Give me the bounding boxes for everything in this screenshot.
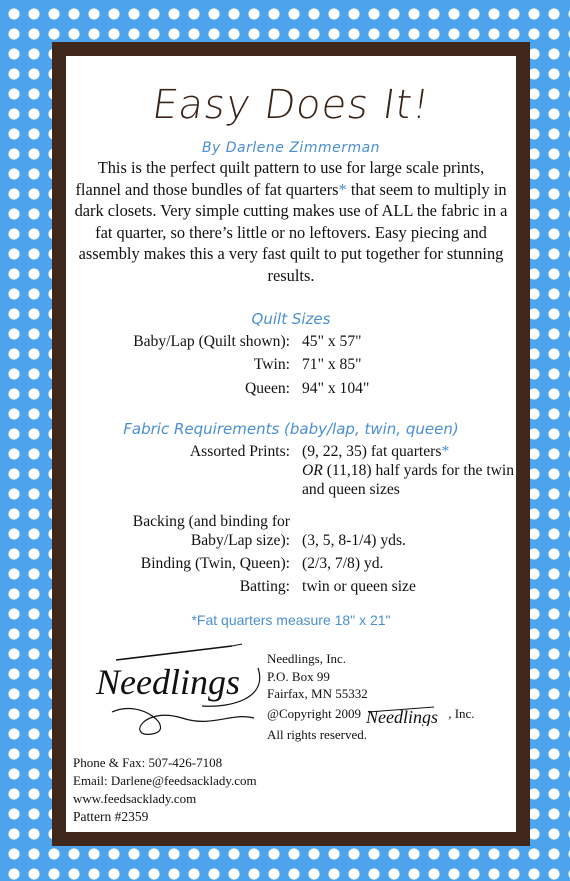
logo-text: Needlings	[96, 662, 240, 702]
pattern-number: Pattern #2359	[73, 809, 149, 824]
size-label: Baby/Lap (Quilt shown):	[133, 333, 290, 350]
intro-text-1: This is the perfect quilt pattern to use for large scale prints, flannel and those bundles of fat quarters	[75, 158, 485, 199]
or-text: OR	[302, 462, 323, 479]
fabric-label: Binding (Twin, Queen):	[140, 555, 290, 572]
content-panel	[66, 56, 516, 832]
fabric-value: and queen sizes	[302, 481, 400, 498]
fabric-label: Assorted Prints:	[189, 443, 290, 460]
small-logo-text: Needlings	[366, 707, 439, 726]
size-value: 71" x 85"	[302, 356, 362, 373]
contact-block	[73, 754, 257, 826]
copyright-line-2: All rights reserved.	[267, 727, 368, 742]
size-value: 45" x 57"	[302, 333, 362, 350]
fabric-heading: Fabric Requirements (baby/lap, twin, queen)	[123, 420, 459, 438]
phone-line: Phone & Fax: 507-426-7108	[73, 755, 223, 770]
website-line: www.feedsacklady.com	[73, 791, 197, 806]
address-line: Fairfax, MN 55332	[267, 686, 368, 701]
copyright-line	[267, 704, 475, 726]
size-label: Twin:	[253, 356, 290, 373]
needlings-small-logo	[364, 704, 448, 726]
brown-frame	[52, 42, 530, 846]
fat-quarter-note: *Fat quarters measure 18" x 21"	[191, 612, 391, 628]
author-line: By Darlene Zimmerman	[201, 140, 381, 156]
prints-value: (9, 22, 35) fat quarters	[302, 443, 442, 460]
fabric-value	[302, 442, 449, 462]
size-value: 94" x 104"	[302, 380, 370, 397]
page-title: Easy Does It!	[149, 82, 433, 128]
intro-text-2: that seem to multiply in dark closets. Very simple cutting makes use of ALL the fabric in a fat quarter, so there’s little or no leftovers. Easy piecing and assembly makes this a very fast quilt to put together for stunning results.	[74, 179, 508, 285]
address-line: Needlings, Inc.	[267, 651, 347, 666]
fabric-label: Backing (and binding for	[132, 513, 290, 530]
prints-alt: (11,18) half yards for the twin	[322, 462, 515, 479]
intro-star: *	[338, 179, 347, 199]
prints-star: *	[441, 443, 450, 460]
fabric-label: Baby/Lap size):	[190, 532, 290, 549]
fabric-value: twin or queen size	[302, 578, 416, 595]
fabric-label: Batting:	[239, 578, 290, 595]
fabric-value	[302, 461, 514, 481]
fabric-value: (3, 5, 8-1/4) yds.	[302, 532, 406, 549]
copyright-suffix: , Inc.	[448, 705, 475, 721]
fabric-value: (2/3, 7/8) yd.	[302, 555, 384, 572]
copyright-prefix: @Copyright 2009	[267, 705, 365, 721]
size-label: Queen:	[244, 380, 290, 397]
quilt-sizes-heading: Quilt Sizes	[251, 310, 331, 328]
intro-paragraph	[74, 157, 508, 287]
needlings-logo	[82, 638, 272, 748]
email-line: Email: Darlene@feedsacklady.com	[73, 773, 257, 788]
address-block	[267, 650, 368, 703]
address-line: P.O. Box 99	[267, 668, 330, 684]
copyright-block	[267, 704, 475, 744]
